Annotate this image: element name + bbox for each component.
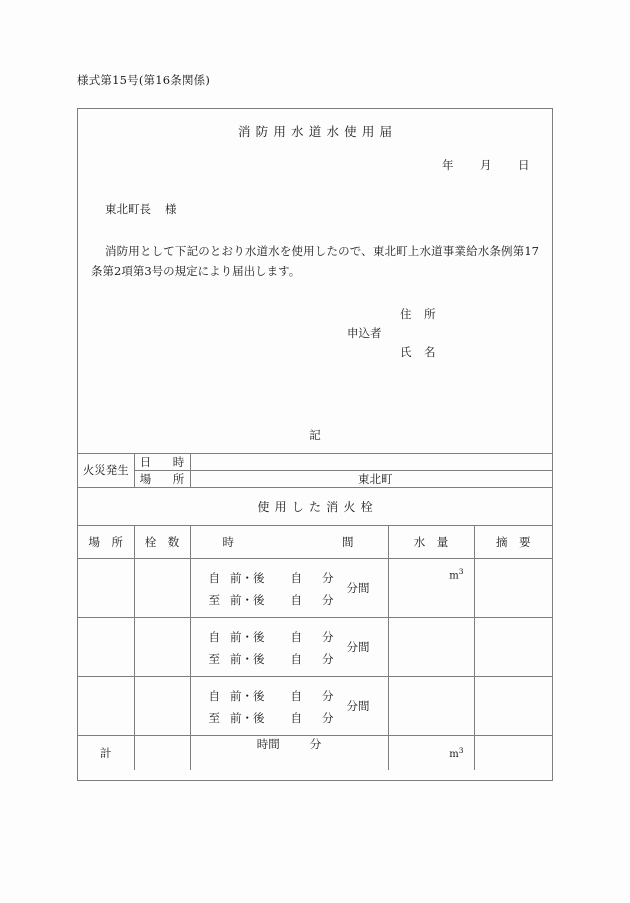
total-time-minute: 分 [309,736,322,751]
form-table [78,417,552,770]
time-to-ampm[interactable]: 前・後 [230,592,265,607]
hydrant-column-header-row [78,525,552,558]
water-unit [449,745,463,759]
total-count[interactable] [134,735,190,770]
water-unit [449,567,463,581]
water-unit-base: m [449,569,459,581]
cell-time[interactable] [190,676,388,735]
time-to-minute: 分 [322,592,334,607]
cell-water[interactable] [388,676,474,735]
cell-count[interactable] [134,676,190,735]
fire-datetime-value[interactable] [190,453,552,470]
cell-place[interactable] [78,558,134,617]
cell-remarks[interactable] [474,617,552,676]
fire-occurrence-label: 火災発生 [78,453,134,487]
ki-marker-row [78,417,552,453]
hydrant-section-heading-row [78,487,552,525]
time-from-label: 自 [208,688,220,703]
applicant-name-label: 氏 名 [400,345,436,359]
time-to-ampm[interactable]: 前・後 [230,651,265,666]
time-to-minute: 分 [322,651,334,666]
cell-remarks[interactable] [474,676,552,735]
time-from-label: 自 [208,570,220,585]
total-time[interactable] [190,735,388,770]
cell-remarks[interactable] [474,558,552,617]
addressee-honorific: 様 [165,202,177,216]
time-from-minute: 分 [322,629,334,644]
fire-place-value[interactable]: 東北町 [190,470,552,487]
cell-time[interactable] [190,617,388,676]
table-row [78,558,552,617]
water-unit-base: m [449,748,459,760]
applicant-block [347,305,497,362]
time-from-ampm[interactable]: 前・後 [230,570,265,585]
form-header-area [78,109,552,417]
total-water[interactable] [388,735,474,770]
column-header-place: 場 所 [78,525,134,558]
total-row [78,735,552,770]
cell-place[interactable] [78,617,134,676]
time-from-hour: 自 [290,629,302,644]
addressee-name: 東北町長 [105,202,151,216]
time-from-hour: 自 [290,688,302,703]
time-to-minute: 分 [322,710,334,725]
table-row [78,617,552,676]
time-to-label: 至 [208,592,220,607]
hydrant-section-heading: 使用した消火栓 [78,487,552,525]
time-from-minute: 分 [322,688,334,703]
time-from-minute: 分 [322,570,334,585]
time-duration-label: 分間 [346,639,370,654]
total-remarks[interactable] [474,735,552,770]
cell-count[interactable] [134,558,190,617]
cell-water[interactable] [388,558,474,617]
time-to-label: 至 [208,710,220,725]
column-header-time-start: 時 [222,534,234,549]
applicant-address-label: 住 所 [400,307,436,321]
fire-datetime-row [78,453,552,470]
time-from-ampm[interactable]: 前・後 [230,688,265,703]
water-unit-exponent: 3 [458,566,464,576]
time-duration-label: 分間 [346,580,370,595]
column-header-remarks: 摘 要 [474,525,552,558]
time-to-hour: 自 [290,592,302,607]
table-row [78,676,552,735]
form-frame [77,108,553,781]
time-duration-label: 分間 [346,698,370,713]
date-month-label: 月 [480,158,492,172]
addressee [105,201,177,217]
cell-water[interactable] [388,617,474,676]
column-header-time [190,525,388,558]
column-header-time-end: 間 [342,534,354,549]
cell-count[interactable] [134,617,190,676]
ki-marker: 記 [78,417,552,453]
fire-place-label: 場 所 [134,470,190,487]
cell-time[interactable] [190,558,388,617]
form-number: 様式第15号(第16条関係) [77,73,211,87]
applicant-label: 申込者 [347,326,382,340]
date-line [442,157,530,173]
column-header-water: 水 量 [388,525,474,558]
page-title: 消防用水道水使用届 [237,124,398,139]
fire-place-row [78,470,552,487]
date-day-label: 日 [518,158,530,172]
body-text: 消防用として下記のとおり水道水を使用したので、東北町上水道事業給水条例第17条第2項第3号の規定により届出します。 [91,244,539,278]
time-from-ampm[interactable]: 前・後 [230,629,265,644]
total-label: 計 [78,735,134,770]
time-from-hour: 自 [290,570,302,585]
time-to-hour: 自 [290,710,302,725]
cell-place[interactable] [78,676,134,735]
time-to-hour: 自 [290,651,302,666]
water-unit-exponent: 3 [458,745,464,755]
total-time-hour: 時間 [256,736,280,751]
time-to-ampm[interactable]: 前・後 [230,710,265,725]
time-to-label: 至 [208,651,220,666]
fire-datetime-label: 日 時 [134,453,190,470]
column-header-count: 栓 数 [134,525,190,558]
time-from-label: 自 [208,629,220,644]
date-year-label: 年 [442,158,454,172]
